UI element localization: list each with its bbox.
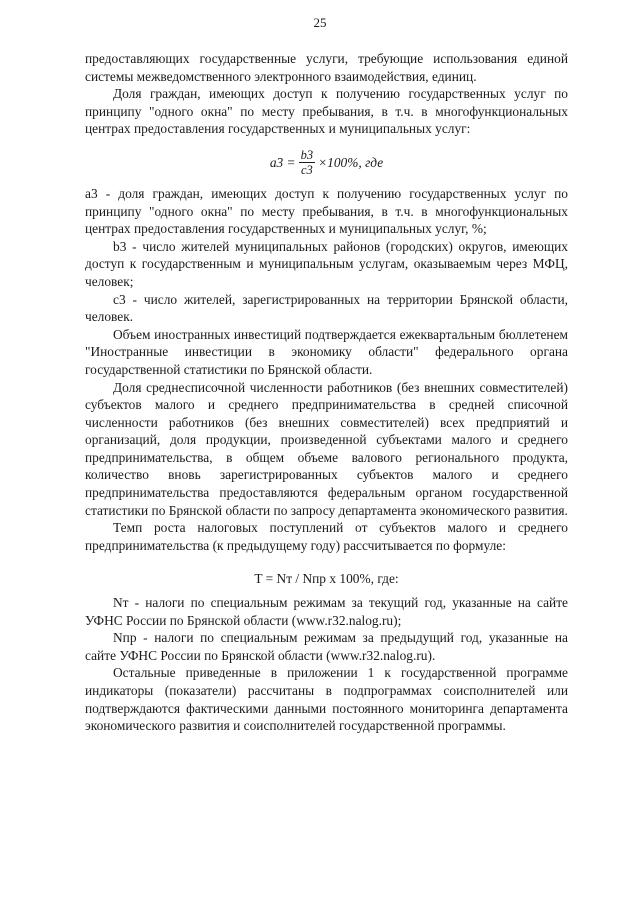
paragraph-share-citizens: Доля граждан, имеющих доступ к получению государственных услуг по принципу "одного окна" по месту пребывания, в т.ч. в многофункциональных центрах предоставления государственных и муниципальных услуг:	[85, 86, 568, 137]
definition-a3: a3 - доля граждан, имеющих доступ к получению государственных услуг по принципу "одного окна" по месту пребывания, в т.ч. в многофункциональных центрах предоставления государственных и муниципальных услуг, %;	[85, 185, 568, 237]
formula-a3	[85, 148, 568, 177]
formula-a3-numerator: b3	[300, 147, 314, 162]
formula-a3-lhs: a3 =	[269, 154, 296, 170]
formula-a3-fraction	[299, 148, 316, 177]
definition-npr: Nпр - налоги по специальным режимам за предыдущий год, указанные на сайте УФНС России по Брянской области (www.r32.nalog.ru).	[85, 630, 568, 663]
definition-c3: c3 - число жителей, зарегистрированных на территории Брянской области, человек.	[85, 291, 568, 325]
paragraph-tax-growth: Темп роста налоговых поступлений от субъектов малого и среднего предпринимательства (к предыдущему году) рассчитывается по формуле:	[85, 520, 568, 553]
formula-a3-denominator: c3	[300, 162, 313, 177]
paragraph-other-indicators: Остальные приведенные в приложении 1 к государственной программе индикаторы (показатели) рассчитаны в подпрограммах соисполнителей или подтверждаются фактическими данными постоянного мониторинга департамента экономического развития и соисполнителей государственной программы.	[85, 665, 568, 734]
paragraph-continuation: предоставляющих государственные услуги, требующие использования единой системы межведомственного электронного взаимодействия, единиц.	[85, 51, 568, 84]
page-number: 25	[313, 15, 327, 30]
paragraph-foreign-investment: Объем иностранных инвестиций подтверждается ежеквартальным бюллетенем "Иностранные инвестиции в экономику области" федерального органа государственной статистики по Брянской области.	[85, 326, 568, 377]
formula-tax-rate: T = Nт / Nпр x 100%, где:	[254, 571, 399, 587]
paragraph-sme-share: Доля среднесписочной численности работников (без внешних совместителей) субъектов малого и среднего предпринимательства в средней списочной численности работников (без внешних совместителей) всех предприятий и организаций, доля продукции, произведенной субъектами малого и среднего предпринимательства, в общем объеме валового регионального продукта, количество вновь зарегистрированных субъектов малого и среднего предпринимательства предоставляются федеральным органом государственной статистики по Брянской области по запросу департамента экономического развития.	[85, 379, 568, 518]
definition-b3: b3 - число жителей муниципальных районов (городских) округов, имеющих доступ к государственным и муниципальным услугам, оказываемым через МФЦ, человек;	[85, 238, 568, 289]
definition-nt: Nт - налоги по специальным режимам за текущий год, указанные на сайте УФНС России по Брянской области (www.r32.nalog.ru);	[85, 595, 568, 628]
formula-a3-rhs: ×100%, где	[318, 154, 384, 170]
document-body	[85, 50, 568, 735]
